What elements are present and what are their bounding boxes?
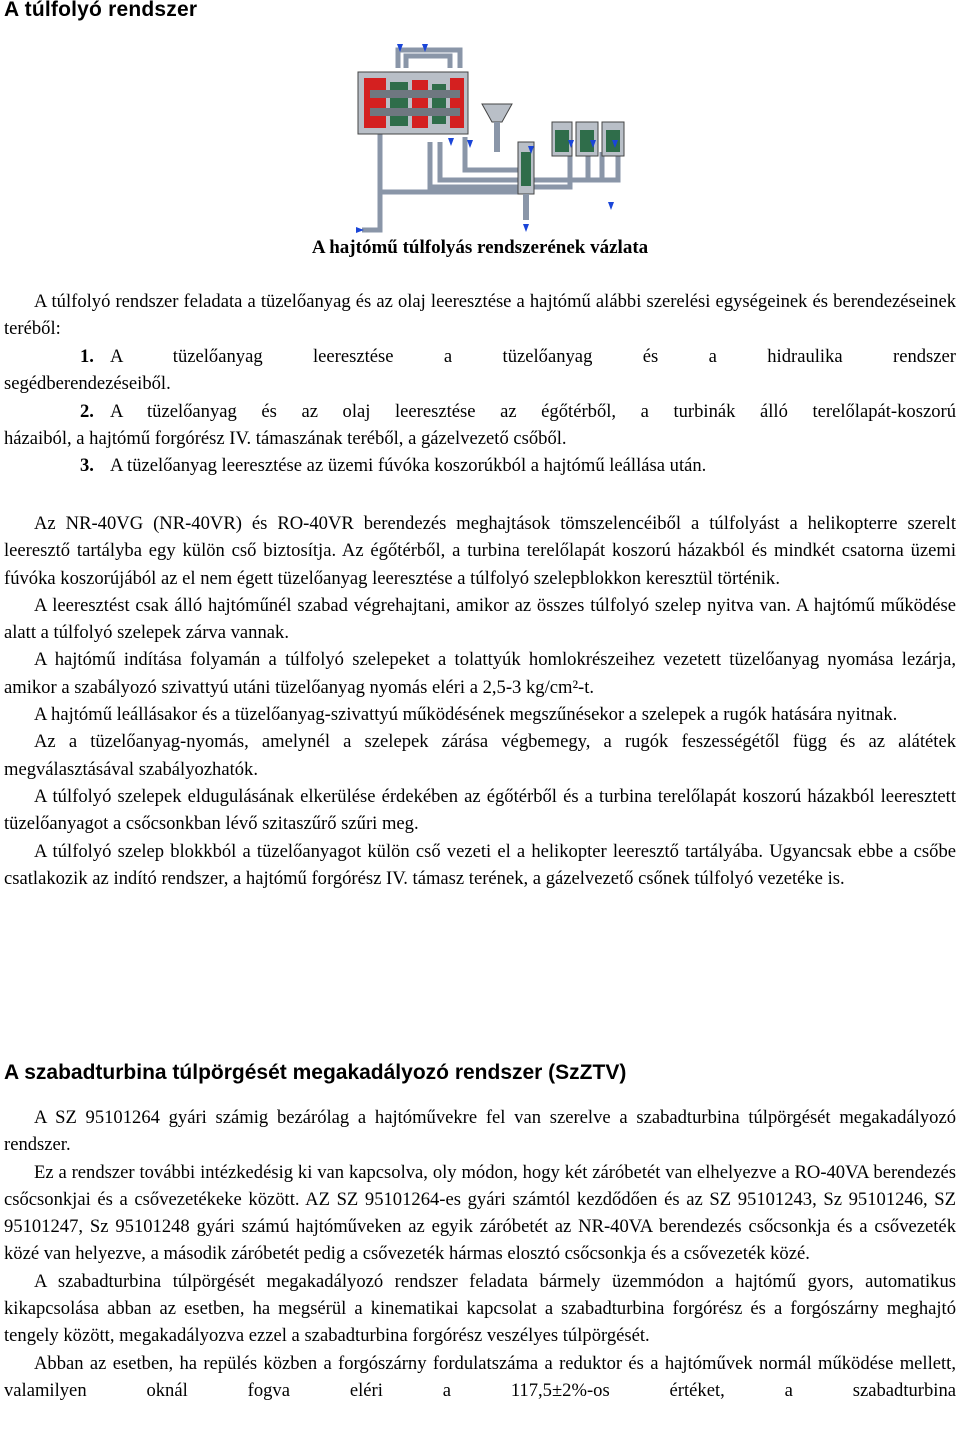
- list-item-number: 2.: [80, 400, 94, 422]
- list-item-text: A tüzelőanyag leeresztése a tüzelőanyag és a hidraulika rendszer: [110, 346, 956, 367]
- list-item-line: [80, 452, 956, 479]
- paragraph: A hajtómű indítása folyamán a túlfolyó szelepeket a tolattyúk homlokrészeihez vezetett tüzelőanyag nyomása lezárja, amikor a szabályozó szivattyú utáni tüzelőanyag nyomás eléri a 2,5-3 kg/cm²-t.: [4, 649, 956, 698]
- list-item: [80, 452, 956, 479]
- overflow-valves: [552, 122, 624, 156]
- list-item-text: A tüzelőanyag és az olaj leeresztése az égőtérből, a turbinák álló terelőlapát-koszorú: [110, 400, 956, 422]
- list-item-continuation: házaiból, a hajtómű forgórész IV. támaszának teréből, a gázelvezető csőből.: [4, 427, 567, 449]
- overflow-system-diagram: [340, 42, 632, 234]
- paragraph: Abban az esetben, ha repülés közben a forgószárny fordulatszáma a reduktor és a hajtóművek normál működése mellett, valamilyen oknál fogva eléri a 117,5±2%-os értéket, a szabadturbina: [4, 1352, 956, 1401]
- list-item-continuation: segédberendezéseiből.: [4, 373, 171, 395]
- paragraph: Az NR-40VG (NR-40VR) és RO-40VR berendezés meghajtások tömszelencéiből a túlfolyást a helikopterre szerelt leeresztő tartályba egy külön cső biztosítja. Az égőtérből, a turbina terelőlapát koszorú házakból és mindkét csatorna üzemi fúvóka koszorújából az el nem égett tüzelőanyag leeresztése a túlfolyó szelepblokkon keresztül történik.: [4, 513, 956, 589]
- paragraph: A szabadturbina túlpörgését megakadályozó rendszer feladata bármely üzemmódon a hajtómű gyors, automatikus kikapcsolása abban az esetben, ha megsérül a kinematikai kapcsolat a szabadturbina forgórész és a forgószárny meghajtó tengely között, megakadályozva ezzel a szabadturbina forgórész veszélyes túlpörgését.: [4, 1270, 956, 1347]
- list-item-line: [80, 343, 956, 370]
- pump-block: [358, 72, 468, 134]
- intro-text: A túlfolyó rendszer feladata a tüzelőanyag és az olaj leeresztése a hajtómű alábbi szerelési egységeinek és berendezéseinek teréből:: [4, 291, 956, 340]
- intro-paragraph: [4, 288, 956, 343]
- paragraph: A SZ 95101264 gyári számig bezárólag a hajtóművekre fel van szerelve a szabadturbina túlpörgését megakadályozó rendszer.: [4, 1107, 956, 1156]
- paragraph: Az a tüzelőanyag-nyomás, amelynél a szelepek zárása végbemegy, a rugók feszességétől függ és az alátétek megválasztásával szabályozhatók.: [4, 731, 956, 780]
- numbered-list: [4, 343, 956, 479]
- figure-caption: A hajtómű túlfolyás rendszerének vázlata: [311, 237, 649, 258]
- section-heading: A szabadturbina túlpörgését megakadályozó rendszer (SzZTV): [4, 1061, 627, 1084]
- description-section: [4, 510, 956, 892]
- list-item-number: 1.: [80, 346, 94, 367]
- list-item: [4, 398, 956, 453]
- paragraph: Ez a rendszer további intézkedésig ki van kapcsolva, oly módon, hogy két záróbetét van elhelyezve a RO-40VA berendezés csőcsonkjai és a csővezetékeke között. AZ SZ 95101264-es gyári számtól kezdődően és az SZ 95101243, Sz 95101246, SZ 95101247, Sz 95101248 gyári számú hajtóműveken az egyik záróbetét az NR-40VA berendezés csőcsonkja és a csővezeték közé van helyezve, a második záróbetét pedig a csővezeték hármas elosztó csőcsonkja és a csővezeték közé.: [4, 1161, 956, 1265]
- list-item-line: [80, 398, 956, 425]
- paragraph: A hajtómű leállásakor és a tüzelőanyag-szivattyú működésének megszűnésekor a szelepek a rugók hatására nyitnak.: [34, 704, 898, 726]
- list-item-text: A tüzelőanyag leeresztése az üzemi fúvóka koszorúkból a hajtómű leállása után.: [110, 455, 707, 477]
- page-title: A túlfolyó rendszer: [4, 0, 198, 21]
- list-item: [4, 343, 956, 398]
- paragraph: A leeresztést csak álló hajtóműnél szabad végrehajtani, amikor az összes túlfolyó szelep nyitva van. A hajtómű működése alatt a túlfolyó szelepek zárva vannak.: [4, 594, 956, 644]
- section2-body: [4, 1104, 956, 1404]
- paragraph: A túlfolyó szelepek eldugulásának elkerülése érdekében az égőtérből és a turbina terelőlapát koszorú házakból leeresztett tüzelőanyagot a csőcsonkban lévő szitaszűrő szűri meg.: [4, 785, 956, 835]
- paragraph: A túlfolyó szelep blokkból a tüzelőanyagot külön cső vezeti el a helikopter leeresztő tartályába. Ugyancsak ebbe a csőbe csatlakozik az indító rendszer, a hajtómű forgórész IV. támasz terének, a gázelvezető csőnek túlfolyó vezetéke is.: [4, 840, 956, 889]
- list-item-number: 3.: [80, 455, 94, 477]
